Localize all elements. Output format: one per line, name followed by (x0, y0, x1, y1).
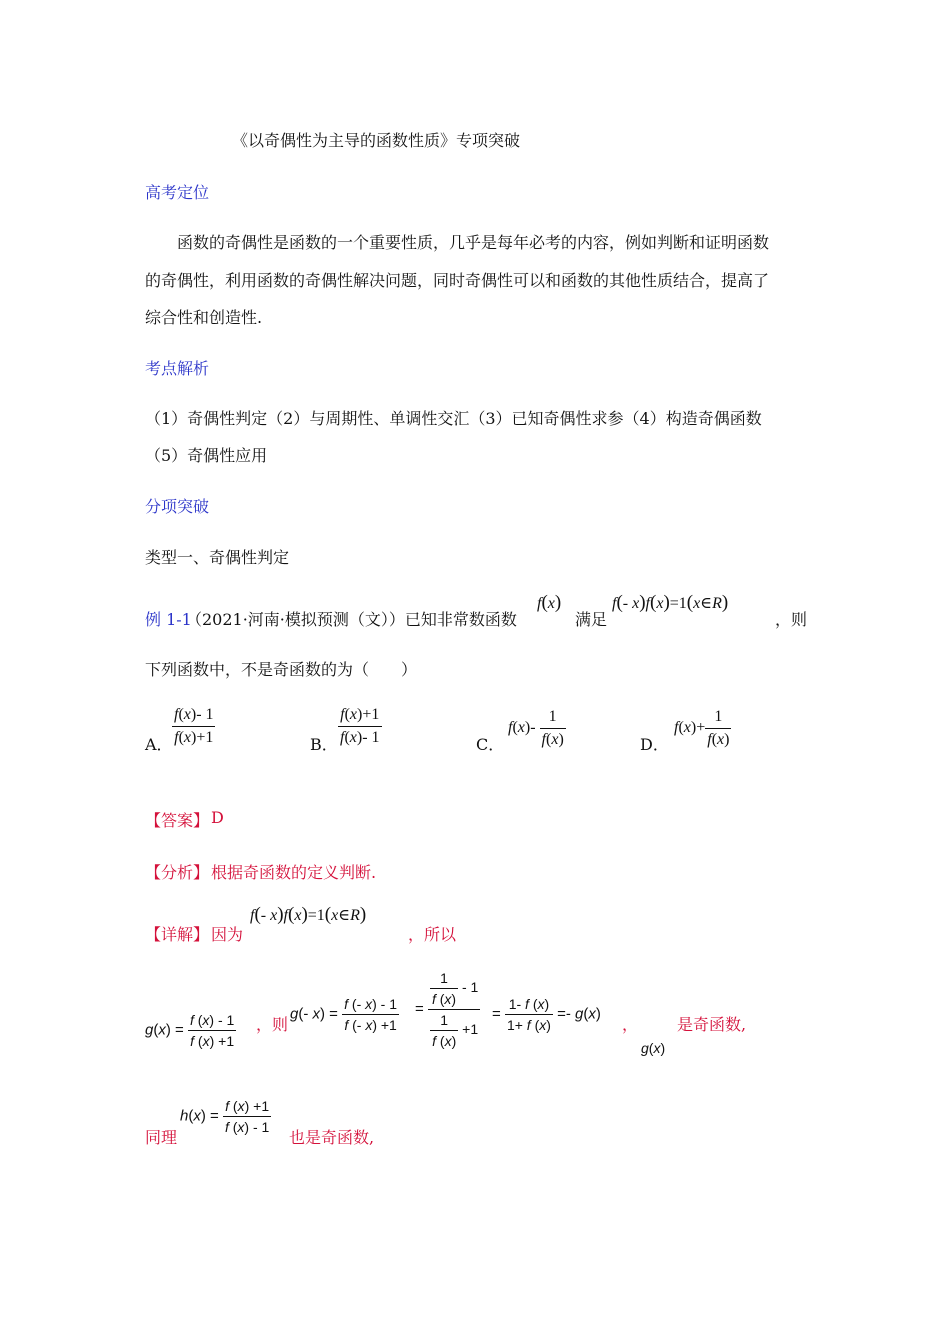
page-title: 《以奇偶性为主导的函数性质》专项突破 (232, 131, 521, 150)
example-source: （2021·河南·模拟预测（文））已知非常数函数 (186, 610, 517, 629)
section-heading-fenxiang: 分项突破 (145, 497, 210, 516)
example-then: ，则 (775, 610, 808, 629)
option-b-label: B． (310, 735, 338, 754)
detail-also-odd: 也是奇函数, (289, 1128, 375, 1147)
section-heading-gaokao: 高考定位 (145, 183, 210, 202)
example-label: 例 1-1 (145, 610, 192, 629)
math-g-def: g(x) = $\frac{f (x) - 1}{f (x) +1}$ (145, 1012, 235, 1049)
math-condition: f(- x)f(x)=1(x∈R) (612, 592, 729, 613)
math-g-neg: g(- x) = $\frac{f (- x) - 1}{f (- x) +1}$ (290, 996, 398, 1033)
option-d-formula: f(x)+ $\frac{1}{f(x)}$ (674, 708, 730, 748)
math-h-def: h(x) = $\frac{f (x) +1}{f (x) - 1}$ (180, 1098, 270, 1135)
detail-so: ，所以 (408, 925, 457, 944)
example-satisfy: 满足 (575, 610, 608, 629)
math-fx: f(x) (537, 592, 562, 613)
option-a-formula: $\frac{f(x)- 1}{f(x)+1}$ (174, 706, 214, 746)
kaodian-line: （5）奇偶性应用 (145, 446, 268, 465)
paragraph-line: 综合性和创造性. (145, 308, 263, 327)
math-condition-detail: f(- x)f(x)=1(x∈R) (250, 904, 367, 925)
detail-comma: ， (622, 1015, 639, 1034)
math-complex-fraction: = $\frac{1}{f (x)}$ - 1 $\frac{1}{f (x)}$ +1 (415, 970, 479, 1049)
analysis-tag: 【分析】 (145, 863, 210, 882)
option-c-label: C． (476, 735, 505, 754)
analysis-text: 根据奇函数的定义判断. (211, 863, 377, 882)
example-question: 下列函数中，不是奇函数的为（ ） (145, 660, 418, 679)
section-heading-kaodian: 考点解析 (145, 359, 210, 378)
option-d-label: D． (640, 735, 669, 754)
type-heading: 类型一、奇偶性判定 (145, 548, 290, 567)
detail-then: ，则 (256, 1015, 289, 1034)
paragraph-line: 的奇偶性，利用函数的奇偶性解决问题，同时奇偶性可以和函数的其他性质结合，提高了 (145, 271, 770, 290)
option-c-formula: f(x)- $\frac{1}{f(x)}$ (508, 708, 564, 748)
answer-tag: 【答案】 (145, 811, 210, 830)
math-simplified: = $\frac{1- f (x)}{1+ f (x)}$ =- g(x) (492, 996, 601, 1033)
kaodian-line: （1）奇偶性判定（2）与周期性、单调性交汇（3）已知奇偶性求参（4）构造奇偶函数 (145, 409, 762, 428)
answer-value: D (211, 808, 224, 827)
option-a-label: A． (145, 735, 173, 754)
detail-because: 因为 (211, 925, 244, 944)
paragraph-line: 函数的奇偶性是函数的一个重要性质，几乎是每年必考的内容，例如判断和证明函数 (177, 233, 770, 252)
option-b-formula: $\frac{f(x)+1}{f(x)- 1}$ (340, 706, 380, 746)
detail-same-reason: 同理 (145, 1128, 178, 1147)
math-gx-label: g(x) (641, 1040, 666, 1056)
detail-tag: 【详解】 (145, 925, 210, 944)
detail-is-odd: 是奇函数, (677, 1015, 747, 1034)
